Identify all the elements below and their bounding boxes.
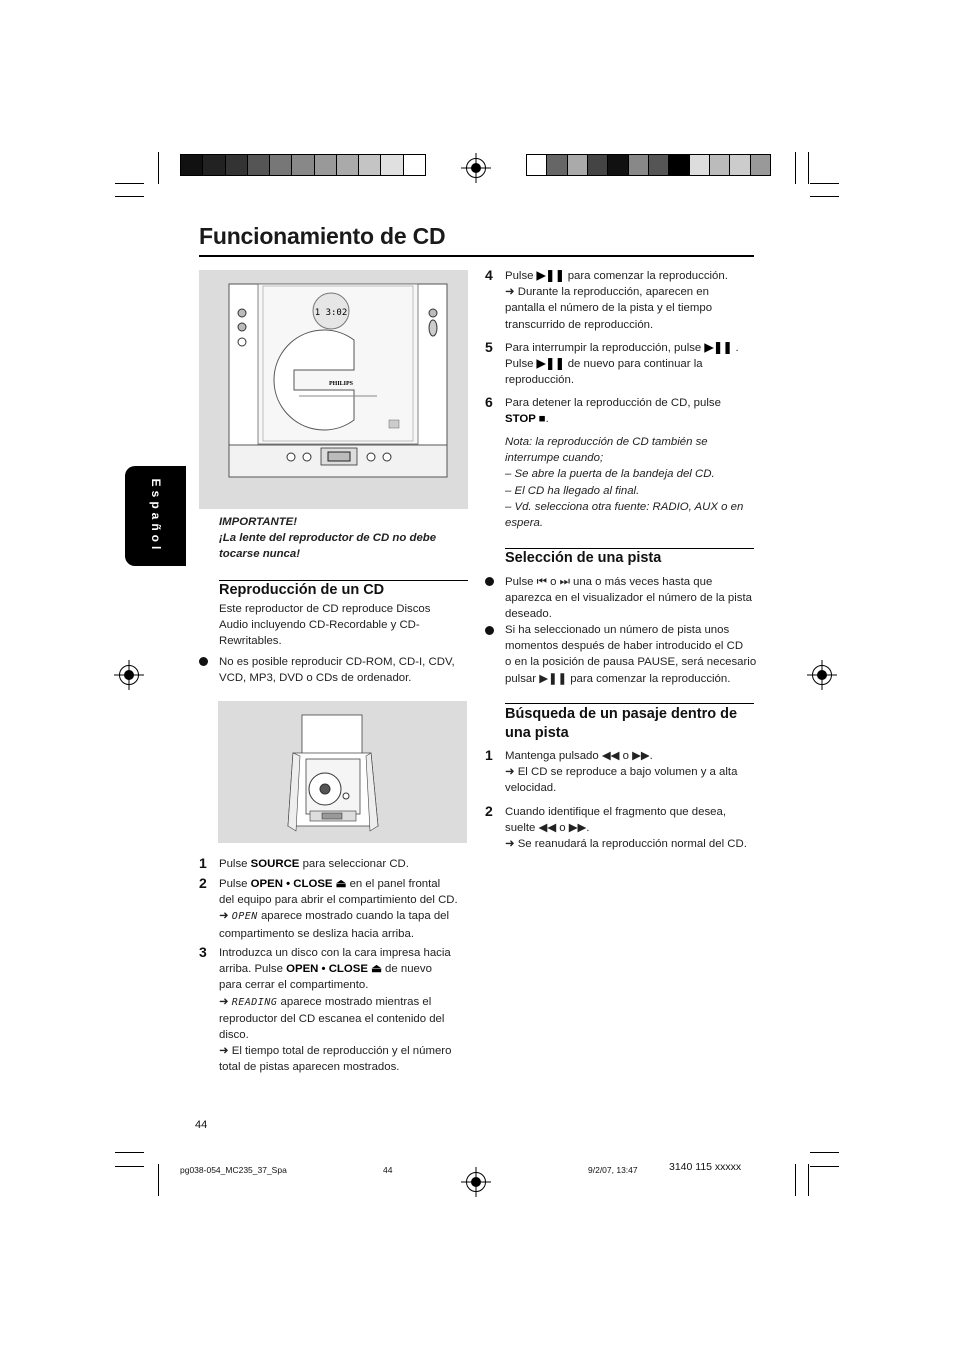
bullet-icon <box>485 577 494 586</box>
text-line: pantalla el número de la pista y el tiempo <box>505 302 713 315</box>
crop-mark <box>795 152 796 184</box>
text-line: Si ha seleccionado un número de pista unos <box>505 624 730 636</box>
crop-mark <box>115 196 144 197</box>
step-5-text <box>505 340 739 389</box>
text-line: arriba. Pulse OPEN • CLOSE ⏏ de nuevo <box>219 963 432 976</box>
step-number: 5 <box>485 339 493 355</box>
text-line: o en la posición de pausa PAUSE, será necesario <box>505 656 757 669</box>
display-readout: 1 3:02 <box>314 308 348 318</box>
step-6-text <box>505 395 721 427</box>
cd-compartment-drawing <box>218 701 467 843</box>
text-line: compartimento se desliza hacia arriba. <box>219 927 414 940</box>
cd-compartment-illustration <box>218 701 467 843</box>
language-tab <box>125 466 186 566</box>
search-step-2-text <box>505 804 747 853</box>
footer-filename: pg038-054_MC235_37_Spa <box>180 1165 287 1175</box>
text-line: – Se abre la puerta de la bandeja del CD. <box>505 468 715 481</box>
bullet-paragraph <box>505 574 752 623</box>
section-heading-busqueda <box>505 705 737 743</box>
step-number: 1 <box>485 747 493 763</box>
crop-mark <box>158 1164 159 1196</box>
registration-mark-icon <box>466 158 486 178</box>
footer-date: 9/2/07, 13:47 <box>588 1165 638 1175</box>
title-rule <box>199 255 754 257</box>
step-number: 2 <box>485 803 493 819</box>
lcd-text: OPEN <box>231 911 258 923</box>
cd-player-front-drawing <box>199 270 468 509</box>
step-1-text <box>219 856 409 872</box>
crop-mark <box>808 152 809 184</box>
crop-mark <box>115 1152 144 1153</box>
crop-mark <box>158 152 159 184</box>
text-line: aparezca en el visualizador el número de la pista <box>505 592 752 605</box>
text-line: ➜ El CD se reproduce a bajo volumen y a alta <box>505 766 738 779</box>
step-4-text <box>505 268 728 333</box>
warning-block <box>219 514 436 563</box>
section-heading-reproduccion: Reproducción de un CD <box>219 582 385 598</box>
text-line: Este reproductor de CD reproduce Discos <box>219 603 431 615</box>
crop-mark <box>810 1152 839 1153</box>
crop-mark <box>115 1166 144 1167</box>
text-line: Para interrumpir la reproducción, pulse ▶❚❚ . <box>505 342 739 354</box>
text-line: Cuando identifique el fragmento que desea, <box>505 806 727 818</box>
text-line: ➜ Durante la reproducción, aparecen en <box>505 286 709 299</box>
crop-mark <box>810 196 839 197</box>
text-line: STOP ■. <box>505 413 549 426</box>
text-line: Audio incluyendo CD-Recordable y CD- <box>219 619 420 632</box>
color-calibration-strip <box>526 154 771 176</box>
text-line: Introduzca un disco con la cara impresa hacia <box>219 947 451 959</box>
text-line: para cerrar el compartimento. <box>219 979 369 992</box>
footer-code: 3140 115 xxxxx <box>669 1161 742 1173</box>
text-line: reproducción. <box>505 374 575 387</box>
text-line: Pulse ⏮ o ⏭ una o más veces hasta que <box>505 576 713 588</box>
registration-mark-icon <box>119 665 139 685</box>
bullet-icon <box>199 657 208 666</box>
text-line: interrumpe cuando; <box>505 452 604 465</box>
heading-line: una pista <box>505 725 569 741</box>
footer-page: 44 <box>383 1165 393 1175</box>
registration-mark-icon <box>466 1172 486 1192</box>
text-line: – El CD ha llegado al final. <box>505 484 640 497</box>
text-line: deseado. <box>505 608 552 621</box>
text-line: Pulse SOURCE para seleccionar CD. <box>219 858 409 870</box>
text-line: – Vd. selecciona otra fuente: RADIO, AUX o en <box>505 500 744 513</box>
bullet-paragraph <box>219 654 455 686</box>
lcd-text: READING <box>231 996 278 1008</box>
crop-mark <box>810 183 839 184</box>
step-number: 2 <box>199 875 207 891</box>
text-line: espera. <box>505 517 543 530</box>
text-line: ➜ El tiempo total de reproducción y el número <box>219 1045 452 1058</box>
page-title: Funcionamiento de CD <box>199 223 446 249</box>
text-line: Pulse ▶❚❚ de nuevo para continuar la <box>505 358 703 371</box>
bullet-paragraph <box>505 622 756 687</box>
text-line: Rewritables. <box>219 635 282 648</box>
text-line: No es posible reproducir CD-ROM, CD-I, CDV, <box>219 656 455 668</box>
text-line: ➜ Se reanudará la reproducción normal del CD. <box>505 838 747 851</box>
text-line: total de pistas aparecen mostrados. <box>219 1061 400 1074</box>
crop-mark <box>115 183 144 184</box>
crop-mark <box>808 1164 809 1196</box>
text-line: Mantenga pulsado ◀◀ o ▶▶. <box>505 750 653 762</box>
text-line: disco. <box>219 1029 249 1042</box>
heading-line: Búsqueda de un pasaje dentro de <box>505 706 738 722</box>
text-line: pulsar ▶❚❚ para comenzar la reproducción. <box>505 672 731 685</box>
text-line: Pulse OPEN • CLOSE ⏏ en el panel frontal <box>219 878 441 890</box>
crop-mark <box>810 1166 839 1167</box>
step-3-text <box>219 945 451 1076</box>
text-line: Para detener la reproducción de CD, pulse <box>505 397 721 409</box>
color-calibration-strip <box>180 154 426 176</box>
crop-mark <box>795 1164 796 1196</box>
heading-rule <box>219 580 468 581</box>
text-line: momentos después de haber introducido el CD <box>505 640 744 653</box>
step-number: 6 <box>485 394 493 410</box>
warning-line: ¡La lente del reproductor de CD no debe <box>219 532 437 545</box>
step-number: 3 <box>199 944 207 960</box>
text-line: Nota: la reproducción de CD también se <box>505 436 708 448</box>
page-number: 44 <box>195 1119 208 1131</box>
brand-logo: PHILIPS <box>328 381 354 387</box>
heading-rule <box>505 703 754 704</box>
step-2-text <box>219 876 458 942</box>
text-line: reproductor del CD escanea el contenido del <box>219 1012 445 1025</box>
text-line: VCD, MP3, DVD o CDs de ordenador. <box>219 672 412 685</box>
text-line: ➜ OPEN aparece mostrado cuando la tapa del <box>219 910 450 923</box>
warning-line: tocarse nunca! <box>219 548 301 561</box>
search-step-1-text <box>505 748 737 797</box>
intro-paragraph <box>219 601 430 650</box>
text-line: Pulse ▶❚❚ para comenzar la reproducción. <box>505 270 728 282</box>
section-heading-seleccion: Selección de una pista <box>505 550 662 566</box>
text-line: transcurrido de reproducción. <box>505 318 654 331</box>
warning-title: IMPORTANTE! <box>219 516 298 528</box>
text-line: ➜ READING aparece mostrado mientras el <box>219 995 432 1008</box>
text-line: del equipo para abrir el compartimiento del CD. <box>219 894 458 907</box>
text-line: velocidad. <box>505 782 557 795</box>
cd-player-illustration <box>199 270 468 509</box>
text-line: suelte ◀◀ o ▶▶. <box>505 822 590 835</box>
registration-mark-icon <box>812 665 832 685</box>
heading-rule <box>505 548 754 549</box>
language-tab-label: Español <box>148 478 163 554</box>
note-block <box>505 434 743 531</box>
step-number: 1 <box>199 855 207 871</box>
step-number: 4 <box>485 267 493 283</box>
bullet-icon <box>485 626 494 635</box>
